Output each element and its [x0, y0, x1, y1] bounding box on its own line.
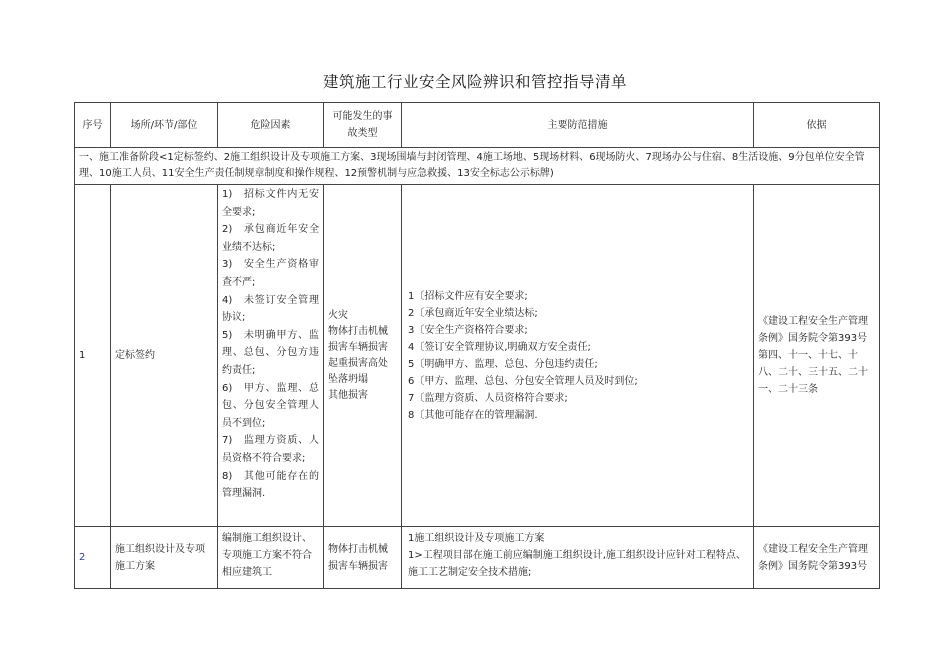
- header-hazard: 危险因素: [218, 103, 324, 148]
- accident-item: 火灾: [328, 309, 348, 321]
- measure-item: 8〔其他可能存在的管理漏洞.: [408, 409, 538, 421]
- row-place: 定标签约: [111, 185, 218, 527]
- header-measures: 主要防范措施: [402, 103, 754, 148]
- hazard-item: 2) 承包商近年安全业绩不达标;: [222, 224, 319, 253]
- measure-item: 4〔签订安全管理协议,明确双方安全责任;: [408, 341, 591, 353]
- table-row: [75, 527, 880, 589]
- risk-checklist-table: [74, 102, 880, 589]
- row-place: 施工组织设计及专项施工方案: [111, 527, 218, 589]
- hazard-item: 6) 甲方、监理、总包、分包安全管理人员不到位;: [222, 382, 319, 429]
- basis-text: 《建设工程安全生产管理条例》国务院令第393号第四、十一、十七、十八、二十、三十五、二十一、二十三条: [754, 185, 880, 527]
- row-number: 2: [75, 527, 111, 589]
- table-row: [75, 185, 880, 527]
- measure-item: 1施工组织设计及专项施工方案: [408, 533, 545, 544]
- document-title: 建筑施工行业安全风险辨识和管控指导清单: [322, 73, 627, 91]
- hazard-item: 5) 未明确甲方、监理、总包、分包方违约责任;: [222, 329, 319, 376]
- header-place: 场所/环节/部位: [111, 103, 218, 148]
- hazard-list: [218, 185, 324, 527]
- row-number: 1: [75, 185, 111, 527]
- basis-text: 《建设工程安全生产管理条例》国务院令第393号: [754, 527, 880, 589]
- accident-item: 物体打击机械损害车辆损害起重损害高处坠落坍塌: [328, 325, 388, 385]
- measure-list: [402, 185, 754, 527]
- measure-item: 6〔甲方、监理、总包、分包安全管理人员及时到位;: [408, 375, 638, 387]
- measure-item: 1>工程项目部在施工前应编制施工组织设计,施工组织设计应针对工程特点、施工工艺制定安全技术措施;: [408, 550, 746, 578]
- accident-text: 物体打击机械损害车辆损害: [324, 527, 402, 589]
- stage-row: [75, 148, 880, 185]
- accident-list: [324, 185, 402, 527]
- measure-item: 2〔承包商近年安全业绩达标;: [408, 307, 538, 319]
- header-no: 序号: [75, 103, 111, 148]
- stage-description: 一、施工准备阶段<1定标签约、2施工组织设计及专项施工方案、3现场围墙与封闭管理、4施工场地、5现场材料、6现场防火、7现场办公与住宿、8生活设施、9分包单位安全管理、10施工人员、11安全生产责任制规章制度和操作规程、12预警机制与应急救援、13安全标志公示标牌): [75, 148, 880, 185]
- measure-item: 7〔监理方资质、人员资格符合要求;: [408, 392, 568, 404]
- table-header-row: [75, 103, 880, 148]
- measure-list: [402, 527, 754, 589]
- hazard-item: 8) 其他可能存在的管理漏洞.: [222, 470, 319, 500]
- hazard-item: 4) 未签订安全管理协议;: [222, 294, 319, 324]
- header-accident-type: 可能发生的事故类型: [324, 103, 402, 148]
- hazard-item: 1) 招标文件内无安全要求;: [222, 189, 319, 218]
- measure-item: 3〔安全生产资格符合要求;: [408, 324, 528, 336]
- hazard-text: 编制施工组织设计、专项施工方案不符合相应建筑工: [218, 527, 324, 589]
- hazard-item: 3) 安全生产资格审查不严;: [222, 259, 319, 288]
- header-basis: 依据: [754, 103, 880, 148]
- hazard-item: 7) 监理方资质、人员资格不符合要求;: [222, 435, 319, 464]
- measure-item: 1〔招标文件应有安全要求;: [408, 290, 528, 302]
- accident-item: 其他损害: [328, 389, 368, 401]
- measure-item: 5〔明确甲方、监理、总包、分包违约责任;: [408, 358, 598, 370]
